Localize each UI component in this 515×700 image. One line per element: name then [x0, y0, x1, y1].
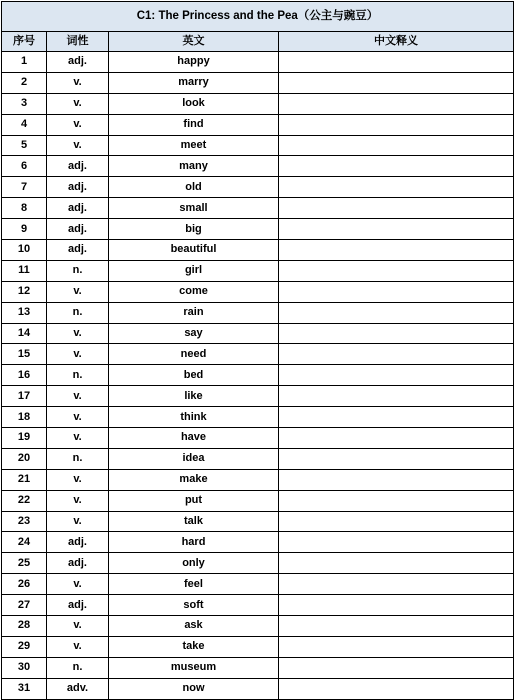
cell-number: 1 — [2, 52, 47, 73]
cell-chinese — [279, 52, 514, 73]
cell-part-of-speech: adj. — [47, 219, 109, 240]
cell-number: 18 — [2, 407, 47, 428]
cell-number: 23 — [2, 511, 47, 532]
cell-english: find — [109, 114, 279, 135]
cell-chinese — [279, 511, 514, 532]
cell-number: 5 — [2, 135, 47, 156]
table-row — [2, 407, 514, 428]
cell-part-of-speech: adj. — [47, 52, 109, 73]
cell-english: make — [109, 469, 279, 490]
table-row — [2, 281, 514, 302]
cell-chinese — [279, 156, 514, 177]
cell-part-of-speech: v. — [47, 135, 109, 156]
cell-chinese — [279, 344, 514, 365]
header-row — [2, 32, 514, 52]
cell-number: 16 — [2, 365, 47, 386]
cell-number: 9 — [2, 219, 47, 240]
cell-number: 19 — [2, 428, 47, 449]
cell-chinese — [279, 469, 514, 490]
cell-chinese — [279, 428, 514, 449]
cell-number: 7 — [2, 177, 47, 198]
table-row — [2, 240, 514, 261]
cell-part-of-speech: adj. — [47, 532, 109, 553]
header-number: 序号 — [2, 32, 47, 52]
cell-part-of-speech: v. — [47, 636, 109, 657]
cell-chinese — [279, 260, 514, 281]
table-row — [2, 469, 514, 490]
cell-part-of-speech: v. — [47, 469, 109, 490]
cell-chinese — [279, 219, 514, 240]
cell-number: 20 — [2, 448, 47, 469]
cell-part-of-speech: adj. — [47, 156, 109, 177]
cell-part-of-speech: v. — [47, 407, 109, 428]
cell-part-of-speech: v. — [47, 323, 109, 344]
cell-part-of-speech: v. — [47, 574, 109, 595]
cell-chinese — [279, 490, 514, 511]
cell-chinese — [279, 72, 514, 93]
header-part-of-speech: 词性 — [47, 32, 109, 52]
title-row — [2, 2, 514, 32]
cell-chinese — [279, 177, 514, 198]
cell-number: 28 — [2, 616, 47, 637]
table-row — [2, 219, 514, 240]
cell-chinese — [279, 448, 514, 469]
cell-part-of-speech: n. — [47, 365, 109, 386]
cell-chinese — [279, 323, 514, 344]
table-row — [2, 532, 514, 553]
cell-english: bed — [109, 365, 279, 386]
cell-part-of-speech: v. — [47, 114, 109, 135]
cell-number: 24 — [2, 532, 47, 553]
cell-number: 4 — [2, 114, 47, 135]
cell-chinese — [279, 553, 514, 574]
cell-english: many — [109, 156, 279, 177]
cell-number: 10 — [2, 240, 47, 261]
cell-english: need — [109, 344, 279, 365]
table-row — [2, 72, 514, 93]
table-row — [2, 177, 514, 198]
table-row — [2, 636, 514, 657]
table-row — [2, 365, 514, 386]
cell-english: happy — [109, 52, 279, 73]
cell-number: 13 — [2, 302, 47, 323]
table-row — [2, 678, 514, 699]
cell-chinese — [279, 532, 514, 553]
cell-part-of-speech: v. — [47, 281, 109, 302]
table-row — [2, 93, 514, 114]
table-row — [2, 323, 514, 344]
cell-chinese — [279, 281, 514, 302]
cell-chinese — [279, 93, 514, 114]
cell-chinese — [279, 636, 514, 657]
cell-english: come — [109, 281, 279, 302]
table-row — [2, 657, 514, 678]
table-row — [2, 616, 514, 637]
cell-chinese — [279, 365, 514, 386]
cell-english: idea — [109, 448, 279, 469]
cell-number: 21 — [2, 469, 47, 490]
cell-english: old — [109, 177, 279, 198]
cell-chinese — [279, 407, 514, 428]
table-row — [2, 344, 514, 365]
cell-number: 29 — [2, 636, 47, 657]
cell-number: 17 — [2, 386, 47, 407]
cell-english: soft — [109, 595, 279, 616]
cell-chinese — [279, 657, 514, 678]
cell-english: only — [109, 553, 279, 574]
table-row — [2, 156, 514, 177]
cell-number: 30 — [2, 657, 47, 678]
cell-number: 14 — [2, 323, 47, 344]
cell-english: ask — [109, 616, 279, 637]
cell-chinese — [279, 574, 514, 595]
cell-chinese — [279, 302, 514, 323]
cell-part-of-speech: adj. — [47, 177, 109, 198]
cell-number: 25 — [2, 553, 47, 574]
table-row — [2, 448, 514, 469]
cell-part-of-speech: n. — [47, 448, 109, 469]
header-chinese: 中文释义 — [279, 32, 514, 52]
table-row — [2, 302, 514, 323]
cell-english: meet — [109, 135, 279, 156]
table-row — [2, 260, 514, 281]
cell-english: take — [109, 636, 279, 657]
cell-number: 15 — [2, 344, 47, 365]
table-row — [2, 490, 514, 511]
sheet-title: C1: The Princess and the Pea（公主与豌豆） — [2, 2, 514, 32]
cell-chinese — [279, 386, 514, 407]
cell-number: 27 — [2, 595, 47, 616]
cell-part-of-speech: adv. — [47, 678, 109, 699]
table-row — [2, 574, 514, 595]
cell-number: 2 — [2, 72, 47, 93]
table-row — [2, 52, 514, 73]
cell-part-of-speech: v. — [47, 511, 109, 532]
cell-english: feel — [109, 574, 279, 595]
cell-chinese — [279, 114, 514, 135]
cell-english: say — [109, 323, 279, 344]
cell-english: marry — [109, 72, 279, 93]
table-row — [2, 595, 514, 616]
cell-part-of-speech: v. — [47, 386, 109, 407]
header-english: 英文 — [109, 32, 279, 52]
cell-chinese — [279, 595, 514, 616]
cell-part-of-speech: n. — [47, 302, 109, 323]
cell-part-of-speech: v. — [47, 93, 109, 114]
cell-english: big — [109, 219, 279, 240]
table-row — [2, 511, 514, 532]
cell-part-of-speech: adj. — [47, 553, 109, 574]
cell-number: 12 — [2, 281, 47, 302]
cell-part-of-speech: v. — [47, 72, 109, 93]
cell-english: think — [109, 407, 279, 428]
cell-english: put — [109, 490, 279, 511]
cell-english: small — [109, 198, 279, 219]
cell-part-of-speech: v. — [47, 616, 109, 637]
table-row — [2, 135, 514, 156]
cell-english: like — [109, 386, 279, 407]
table-row — [2, 114, 514, 135]
cell-number: 11 — [2, 260, 47, 281]
cell-part-of-speech: v. — [47, 428, 109, 449]
cell-chinese — [279, 240, 514, 261]
cell-part-of-speech: v. — [47, 490, 109, 511]
cell-english: beautiful — [109, 240, 279, 261]
cell-number: 6 — [2, 156, 47, 177]
cell-part-of-speech: n. — [47, 657, 109, 678]
cell-chinese — [279, 135, 514, 156]
cell-part-of-speech: adj. — [47, 198, 109, 219]
cell-english: rain — [109, 302, 279, 323]
cell-english: look — [109, 93, 279, 114]
cell-chinese — [279, 198, 514, 219]
vocabulary-sheet — [1, 1, 513, 700]
cell-part-of-speech: n. — [47, 260, 109, 281]
vocabulary-table — [1, 1, 514, 700]
cell-number: 31 — [2, 678, 47, 699]
cell-number: 26 — [2, 574, 47, 595]
table-row — [2, 428, 514, 449]
cell-english: have — [109, 428, 279, 449]
table-row — [2, 553, 514, 574]
table-row — [2, 198, 514, 219]
cell-english: girl — [109, 260, 279, 281]
cell-number: 3 — [2, 93, 47, 114]
cell-part-of-speech: adj. — [47, 595, 109, 616]
cell-chinese — [279, 678, 514, 699]
cell-number: 22 — [2, 490, 47, 511]
cell-english: hard — [109, 532, 279, 553]
cell-english: museum — [109, 657, 279, 678]
cell-english: talk — [109, 511, 279, 532]
table-row — [2, 386, 514, 407]
cell-english: now — [109, 678, 279, 699]
cell-part-of-speech: adj. — [47, 240, 109, 261]
cell-chinese — [279, 616, 514, 637]
cell-number: 8 — [2, 198, 47, 219]
cell-part-of-speech: v. — [47, 344, 109, 365]
